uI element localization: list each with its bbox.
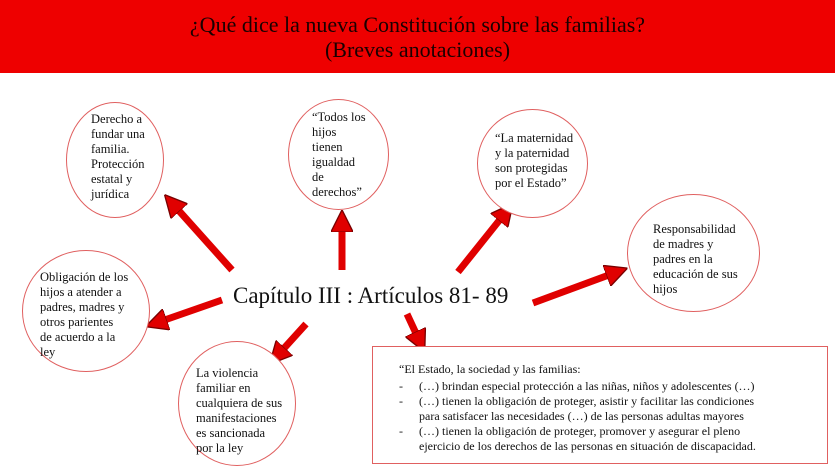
bullet-dash: - — [399, 424, 403, 438]
quote-intro: “El Estado, la sociedad y las familias: — [399, 362, 581, 376]
arrow-to-box — [407, 314, 420, 342]
title-line-1: ¿Qué dice la nueva Constitución sobre las familias? — [189, 11, 646, 37]
bullet-dash: - — [399, 394, 403, 408]
arrow-to-obligacion — [156, 300, 222, 323]
circle-maternidad-text: “La maternidad y la paternidad son protegidas por el Estado” — [495, 131, 574, 190]
circle-obligacion-text: Obligación de los hijos a atender a padres, madres y otros parientes de acuerdo a la ley — [40, 270, 129, 359]
circle-violencia-text: La violencia familiar en cualquiera de sus manifestaciones es sancionada por la ley — [196, 366, 283, 455]
arrow-to-maternidad — [458, 212, 506, 272]
title-line-2: (Breves anotaciones) — [324, 36, 511, 62]
circle-derecho-text: Derecho a fundar una familia. Protección estatal y jurídica — [91, 112, 145, 201]
quote-box: “El Estado, la sociedad y las familias: - (…) brindan especial protección a las niñas, niños y adolescentes (…) - (…) tienen la obligación de proteger, asistir y facilitar las condiciones para satisfacer las necesidades (…) de las personas adultas mayores - (…) tienen la obligación de proteger, promover y asegurar el pleno ejercicio de los derechos de las personas en situación de discapacidad. — [372, 346, 828, 464]
arrow-to-violencia — [277, 324, 306, 356]
circle-responsabilidad-text: Responsabilidad de madres y padres en la educación de sus hijos — [653, 222, 738, 296]
arrow-to-responsabilidad — [533, 272, 617, 303]
bullet-dash: - — [399, 379, 403, 393]
arrow-to-derecho — [172, 203, 232, 270]
circle-hijos-text: “Todos los hijos tienen igualdad de derechos” — [312, 110, 366, 199]
center-chapter-title: Capítulo III : Artículos 81- 89 — [233, 283, 509, 308]
